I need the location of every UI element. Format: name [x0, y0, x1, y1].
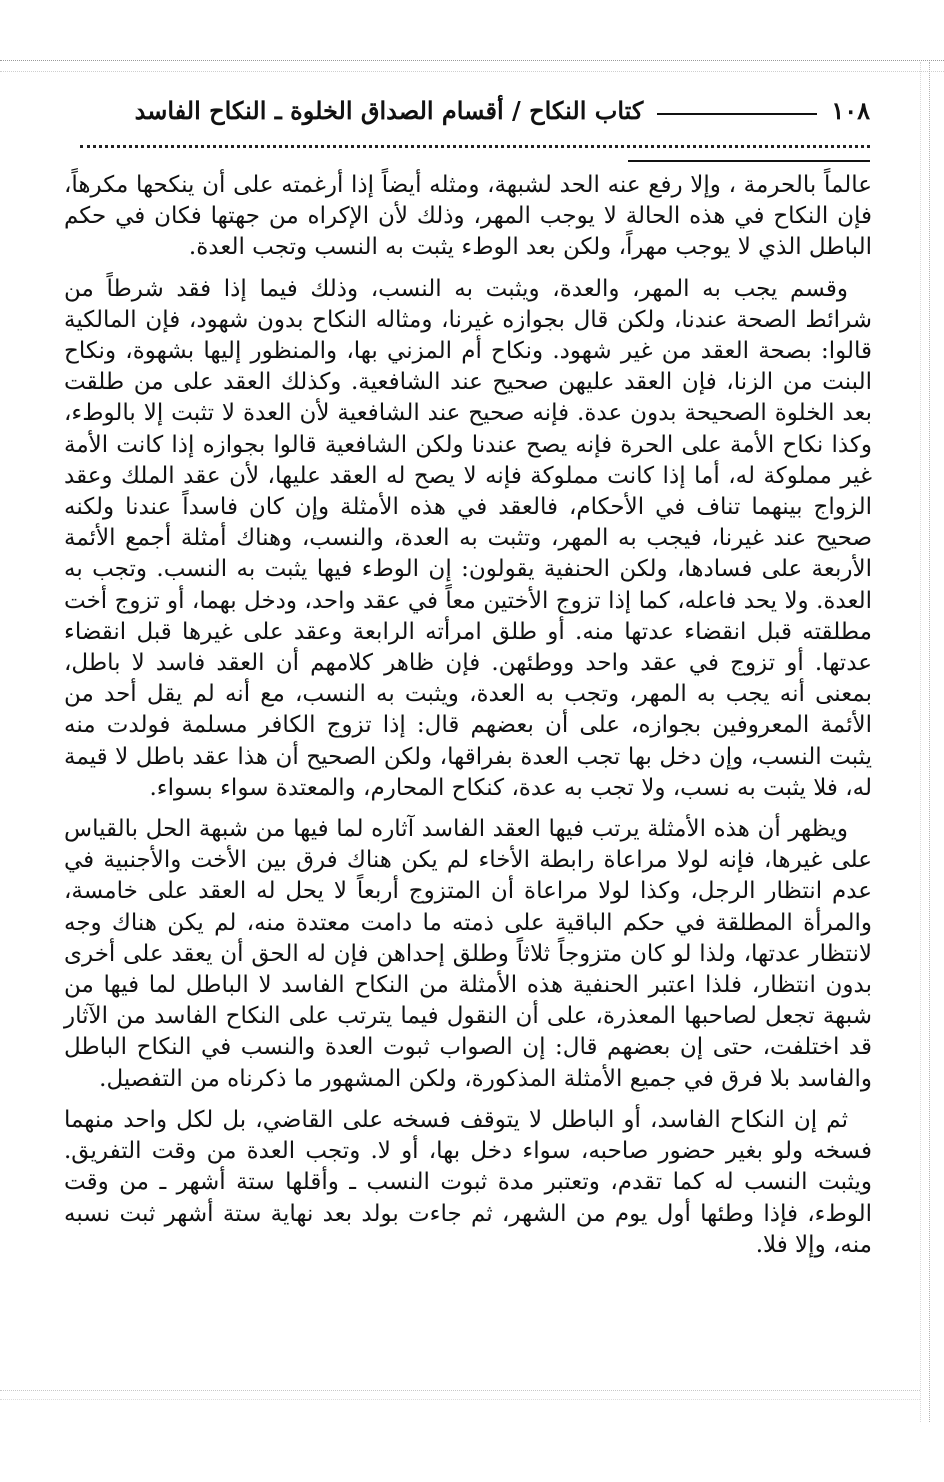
paragraph-1: عالماً بالحرمة ، وإلا رفع عنه الحد لشبهة، ومثله أيضاً إذا أرغمته على أن ينكحها مكرهاً، فإن النكاح في هذه الحالة لا يوجب المهر، وذلك لأن الإكراه من جهتها فكان في حكم الباطل الذي لا يوجب مهراً، ولكن بعد الوطء يثبت به النسب وتجب العدة. [64, 172, 872, 261]
body-text [64, 170, 872, 1271]
running-title: كتاب النكاح / أقسام الصداق الخلوة ـ النكاح الفاسد [134, 95, 644, 125]
paragraph-3: ويظهر أن هذه الأمثلة يرتب فيها العقد الفاسد آثاره لما فيها من شبهة الحل بالقياس على غيرها، فإنه لولا مراعاة رابطة الأخاء لم يكن هناك فرق بين الأخت والأجنبية في عدم انتظار الرجل، وكذا لولا مراعاة أن المتزوج أربعاً لا يحل له العقد على خامسة، والمرأة المطلقة في حكم الباقية على ذمته ما دامت معتدة منه، لم يكن هناك وجه لانتظار عدتها، ولذا لو كان متزوجاً ثلاثاً وطلق إحداهن فإن له الحق أن يعقد على أخرى بدون انتظار، فلذا اعتبر الحنفية هذه الأمثلة من النكاح الفاسد لا الباطل لما فيها من شبهة تجعل لصاحبها المعذرة، على أن النقول فيما يترتب على النكاح الفاسد من الآثار قد اختلفت، حتى إن بعضهم قال: إن الصواب ثبوت العدة والنسب في النكاح الباطل والفاسد بلا فرق في جميع الأمثلة المذكورة، ولكن المشهور ما ذكرناه من التفصيل. [64, 816, 872, 1092]
paragraph-2: وقسم يجب به المهر، والعدة، ويثبت به النسب، وذلك فيما إذا فقد شرطاً من شرائط الصحة عندنا، ولكن قال بجوازه غيرنا، ومثاله النكاح بدون شهود، فإن المالكية قالوا: بصحة العقد من غير شهود. ونكاح أم المزني بها، والمنظور إليها بشهوة، ونكاح البنت من الزنا، فإن العقد عليهن صحيح عند الشافعية. وكذلك العقد على من طلقت بعد الخلوة الصحيحة بدون عدة. فإنه صحيح عند الشافعية لأن العدة لا تثبت إلا بالوطء، وكذا نكاح الأمة على الحرة فإنه يصح عندنا ولكن الشافعية قالوا بجوازه إذا كانت الأمة غير مملوكة له، أما إذا كانت مملوكة فإنه لا يصح له العقد عليها، لأن عقد الملك وعقد الزواج بينهما تناف في الأحكام، فالعقد في هذه الأمثلة وإن كان فاسداً عندنا ولكنه صحيح عند غيرنا، فيجب به المهر، وتثبت به العدة، والنسب، وهناك أمثلة أجمع الأئمة الأربعة على فسادها، ولكن الحنفية يقولون: إن الوطء فيها يثبت به النسب. وتجب به العدة. ولا يحد فاعله، كما إذا تزوج الأختين معاً في عقد واحد، ودخل بهما، أو تزوج أخت مطلقته قبل انقضاء عدتها منه. أو طلق امرأته الرابعة وعقد على غيرها قبل انقضاء عدتها. أو تزوج في عقد واحد ووطئهن. فإن ظاهر كلامهم أن العقد فاسد لا باطل، بمعنى أنه يجب به المهر، وتجب به العدة، ويثبت به النسب، مع أنه لم يقل أحد من الأئمة المعروفين بجوازه، على أن بعضهم قال: إذا تزوج الكافر مسلمة فولدت منه يثبت النسب، وإن دخل بها تجب العدة بفراقها، ولكن الصحيح أن هذا عقد باطل لا قيمة له، فلا يثبت به نسب، ولا تجب به عدة، كنكاح المحارم، والمعتدة سواء بسواء. [64, 275, 872, 801]
header-rule [657, 113, 817, 115]
header-dotted-divider [80, 145, 870, 148]
scan-edge-top [0, 60, 944, 72]
scan-edge-bottom [0, 1390, 920, 1400]
paragraph-4: ثم إن النكاح الفاسد، أو الباطل لا يتوقف فسخه على القاضي، بل لكل واحد منهما فسخه ولو بغير حضور صاحبه، سواء دخل بها، أو لا. وتجب العدة من وقت التفريق. ويثبت النسب له كما تقدم، وتعتبر مدة ثبوت النسب ـ وأقلها ستة أشهر ـ من وقت الوطء، فإذا وطئها أول يوم من الشهر، ثم جاءت بولد بعد نهاية ستة أشهر ثبت نسبه منه، وإلا فلا. [64, 1106, 872, 1258]
page-number: ١٠٨ [831, 95, 870, 125]
scan-edge-right [920, 62, 930, 1422]
header-solid-divider [628, 160, 870, 162]
page-header [80, 92, 870, 128]
